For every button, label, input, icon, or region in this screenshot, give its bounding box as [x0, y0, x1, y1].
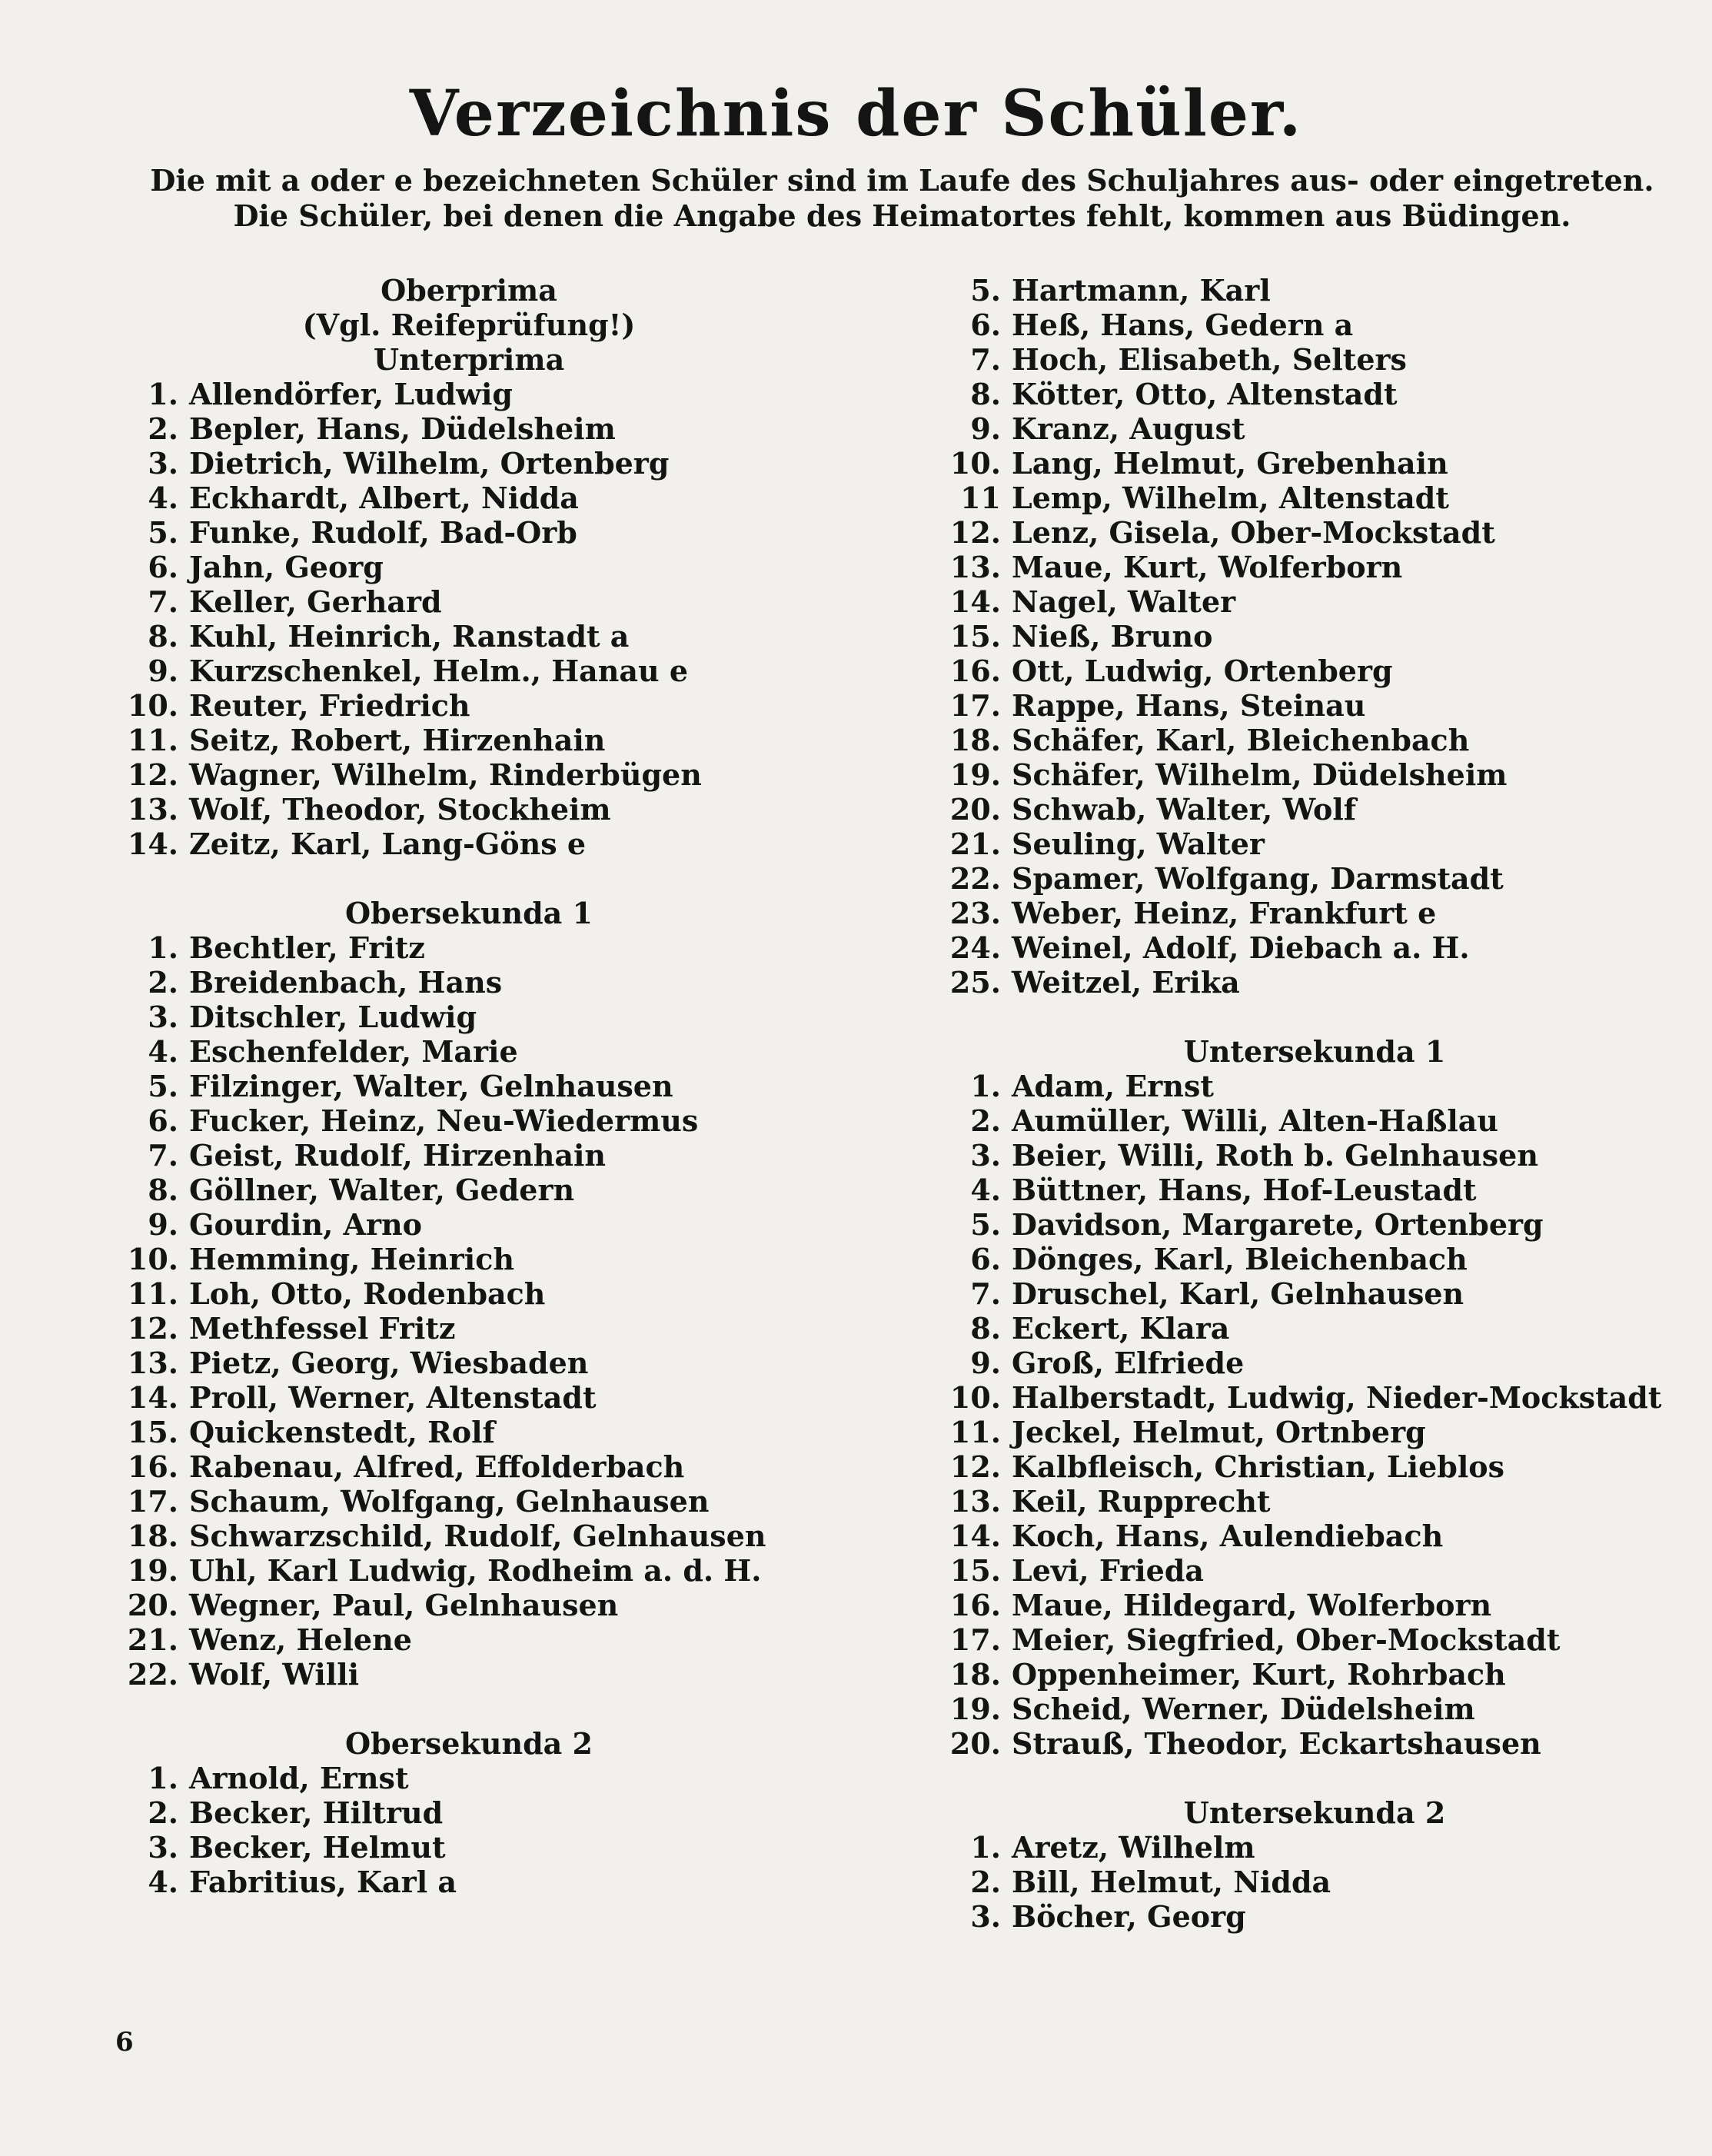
student-name: Aumüller, Willi, Alten-Haßlau [1012, 1103, 1499, 1138]
student-name: Dietrich, Wilhelm, Ortenberg [189, 446, 670, 481]
student-name: Seitz, Robert, Hirzenhain [189, 723, 606, 757]
student-entry [123, 1657, 815, 1692]
student-number: 8. [148, 1173, 178, 1207]
student-number: 2. [148, 1795, 178, 1830]
student-name: Weber, Heinz, Frankfurt e [1012, 896, 1437, 930]
student-name: Wegner, Paul, Gelnhausen [189, 1588, 619, 1622]
student-entry [946, 1380, 1684, 1415]
student-name: Jeckel, Helmut, Ortnberg [1012, 1415, 1426, 1449]
student-number: 9. [970, 411, 1001, 446]
section-heading-obersekunda-2: Obersekunda 2 [345, 1726, 593, 1761]
student-name: Eschenfelder, Marie [189, 1034, 518, 1069]
student-number: 10. [949, 446, 1001, 481]
student-entry [946, 1069, 1684, 1103]
student-number: 19. [127, 1553, 178, 1588]
student-name: Groß, Elfriede [1012, 1346, 1245, 1380]
student-entry [946, 377, 1684, 411]
oberprima-remark: (Vgl. Reifeprüfung!) [302, 308, 636, 342]
student-name: Fabritius, Karl a [189, 1865, 457, 1899]
student-name: Reuter, Friedrich [189, 688, 470, 723]
student-name: Weitzel, Erika [1012, 965, 1240, 1000]
student-number: 3. [148, 1000, 178, 1034]
student-name: Eckert, Klara [1012, 1311, 1230, 1346]
student-name: Druschel, Karl, Gelnhausen [1012, 1276, 1464, 1311]
student-entry [946, 446, 1684, 481]
student-name: Schäfer, Wilhelm, Düdelsheim [1012, 757, 1508, 792]
student-number: 5. [148, 1069, 178, 1103]
student-number: 1. [148, 377, 178, 411]
student-entry [946, 515, 1684, 550]
student-entry [123, 1138, 815, 1173]
student-entry [946, 896, 1684, 930]
student-number: 25. [949, 965, 1001, 1000]
student-number: 4. [148, 1865, 178, 1899]
student-entry [946, 930, 1684, 965]
student-name: Zeitz, Karl, Lang-Göns e [189, 827, 587, 861]
student-number: 20. [949, 792, 1001, 827]
student-entry [946, 1415, 1684, 1449]
student-entry [946, 1726, 1684, 1761]
student-name: Rabenau, Alfred, Effolderbach [189, 1449, 685, 1484]
student-name: Schäfer, Karl, Bleichenbach [1012, 723, 1470, 757]
student-entry [946, 308, 1684, 342]
student-number: 2. [970, 1103, 1001, 1138]
right-column [946, 273, 1684, 1934]
student-number: 13. [127, 1346, 178, 1380]
student-number: 2. [970, 1865, 1001, 1899]
student-entry [123, 1103, 815, 1138]
student-entry [946, 861, 1684, 896]
student-number: 5. [970, 273, 1001, 308]
student-entry [123, 1380, 815, 1415]
student-number: 6. [148, 550, 178, 584]
student-name: Scheid, Werner, Düdelsheim [1012, 1692, 1475, 1726]
student-number: 14. [949, 584, 1001, 619]
student-name: Breidenbach, Hans [189, 965, 503, 1000]
student-number: 3. [148, 446, 178, 481]
student-entry [946, 1519, 1684, 1553]
student-entry [946, 1103, 1684, 1138]
student-number: 7. [970, 342, 1001, 377]
student-list-untersekunda-2 [946, 1830, 1684, 1934]
student-name: Kötter, Otto, Altenstadt [1012, 377, 1398, 411]
student-name: Schaum, Wolfgang, Gelnhausen [189, 1484, 710, 1519]
student-name: Lenz, Gisela, Ober-Mockstadt [1012, 515, 1495, 550]
student-entry [123, 1242, 815, 1276]
section-heading-unterprima: Unterprima [373, 342, 565, 377]
student-entry [946, 1692, 1684, 1726]
student-entry [123, 723, 815, 757]
student-entry [123, 827, 815, 861]
student-entry [946, 1657, 1684, 1692]
student-entry [123, 446, 815, 481]
student-entry [123, 1865, 815, 1899]
student-entry [946, 688, 1684, 723]
student-number: 13. [127, 792, 178, 827]
student-number: 22. [949, 861, 1001, 896]
student-entry [946, 792, 1684, 827]
student-entry [946, 1207, 1684, 1242]
student-entry [123, 1000, 815, 1034]
student-name: Wenz, Helene [189, 1622, 412, 1657]
student-entry [946, 1588, 1684, 1622]
student-number: 1. [970, 1069, 1001, 1103]
student-number: 16. [949, 1588, 1001, 1622]
student-number: 12. [127, 757, 178, 792]
student-entry [946, 965, 1684, 1000]
student-list-obersekunda-1 [123, 930, 815, 1692]
student-number: 13. [949, 550, 1001, 584]
student-name: Becker, Helmut [189, 1830, 446, 1865]
student-number: 13. [949, 1484, 1001, 1519]
student-number: 16. [127, 1449, 178, 1484]
student-name: Heß, Hans, Gedern a [1012, 308, 1354, 342]
student-name: Spamer, Wolfgang, Darmstadt [1012, 861, 1504, 896]
student-entry [123, 550, 815, 584]
student-name: Beier, Willi, Roth b. Gelnhausen [1012, 1138, 1538, 1173]
student-entry [946, 342, 1684, 377]
student-number: 7. [148, 1138, 178, 1173]
student-number: 14. [127, 827, 178, 861]
student-number: 20. [949, 1726, 1001, 1761]
student-name: Pietz, Georg, Wiesbaden [189, 1346, 589, 1380]
student-entry [946, 1311, 1684, 1346]
student-name: Proll, Werner, Altenstadt [189, 1380, 597, 1415]
student-number: 15. [949, 619, 1001, 654]
student-entry [946, 411, 1684, 446]
student-entry [946, 1242, 1684, 1276]
student-name: Schwab, Walter, Wolf [1012, 792, 1357, 827]
student-number: 6. [148, 1103, 178, 1138]
student-number: 6. [970, 308, 1001, 342]
student-number: 21. [949, 827, 1001, 861]
section-heading-untersekunda-1: Untersekunda 1 [1183, 1034, 1446, 1069]
student-name: Rappe, Hans, Steinau [1012, 688, 1366, 723]
student-number: 19. [949, 757, 1001, 792]
student-name: Strauß, Theodor, Eckartshausen [1012, 1726, 1541, 1761]
student-name: Davidson, Margarete, Ortenberg [1012, 1207, 1544, 1242]
student-name: Adam, Ernst [1012, 1069, 1214, 1103]
student-name: Gourdin, Arno [189, 1207, 423, 1242]
student-name: Nagel, Walter [1012, 584, 1236, 619]
student-name: Quickenstedt, Rolf [189, 1415, 495, 1449]
student-name: Bechtler, Fritz [189, 930, 425, 965]
student-entry [123, 1519, 815, 1553]
student-number: 17. [949, 1622, 1001, 1657]
student-number: 18. [949, 723, 1001, 757]
student-name: Oppenheimer, Kurt, Rohrbach [1012, 1657, 1506, 1692]
student-entry [123, 1069, 815, 1103]
student-name: Lang, Helmut, Grebenhain [1012, 446, 1448, 481]
student-name: Funke, Rudolf, Bad-Orb [189, 515, 577, 550]
student-entry [123, 1449, 815, 1484]
student-name: Schwarzschild, Rudolf, Gelnhausen [189, 1519, 766, 1553]
student-list-unterprima [123, 377, 815, 861]
student-number: 9. [148, 654, 178, 688]
student-name: Methfessel Fritz [189, 1311, 456, 1346]
student-number: 20. [127, 1588, 178, 1622]
student-entry [946, 654, 1684, 688]
student-entry [946, 1622, 1684, 1657]
student-entry [123, 688, 815, 723]
student-name: Göllner, Walter, Gedern [189, 1173, 575, 1207]
student-name: Arnold, Ernst [189, 1761, 409, 1795]
student-number: 1. [148, 1761, 178, 1795]
student-number: 8. [970, 1311, 1001, 1346]
student-entry [123, 619, 815, 654]
student-entry [123, 965, 815, 1000]
student-number: 18. [127, 1519, 178, 1553]
student-number: 2. [148, 411, 178, 446]
student-entry [946, 723, 1684, 757]
intro-note-1: Die mit a oder e bezeichneten Schüler sind im Laufe des Schuljahres aus- oder eingetreten. [150, 163, 1654, 198]
student-name: Kuhl, Heinrich, Ranstadt a [189, 619, 630, 654]
student-entry [123, 1415, 815, 1449]
student-number: 10. [127, 1242, 178, 1276]
student-name: Böcher, Georg [1012, 1899, 1246, 1934]
student-number: 9. [148, 1207, 178, 1242]
student-entry [123, 930, 815, 965]
student-entry [946, 1484, 1684, 1519]
student-entry [946, 1138, 1684, 1173]
page-number: 6 [115, 2027, 134, 2058]
student-name: Ditschler, Ludwig [189, 1000, 477, 1034]
student-entry [123, 1761, 815, 1795]
student-number: 10. [127, 688, 178, 723]
section-heading-untersekunda-2: Untersekunda 2 [1183, 1795, 1446, 1830]
student-number: 5. [148, 515, 178, 550]
student-name: Bill, Helmut, Nidda [1012, 1865, 1331, 1899]
student-number: 7. [970, 1276, 1001, 1311]
student-name: Hoch, Elisabeth, Selters [1012, 342, 1407, 377]
student-number: 15. [949, 1553, 1001, 1588]
student-entry [123, 1588, 815, 1622]
student-number: 17. [949, 688, 1001, 723]
student-entry [946, 1830, 1684, 1865]
student-entry [946, 757, 1684, 792]
student-entry [123, 1553, 815, 1588]
student-number: 12. [127, 1311, 178, 1346]
student-entry [123, 1173, 815, 1207]
student-name: Kalbfleisch, Christian, Lieblos [1012, 1449, 1505, 1484]
student-number: 14. [949, 1519, 1001, 1553]
student-entry [946, 619, 1684, 654]
student-number: 21. [127, 1622, 178, 1657]
student-number: 8. [970, 377, 1001, 411]
student-name: Dönges, Karl, Bleichenbach [1012, 1242, 1468, 1276]
left-column [123, 273, 815, 1899]
student-list-obersekunda-2-continued [946, 273, 1684, 1000]
student-number: 9. [970, 1346, 1001, 1380]
student-entry [123, 654, 815, 688]
student-entry [946, 1865, 1684, 1899]
student-number: 17. [127, 1484, 178, 1519]
student-name: Koch, Hans, Aulendiebach [1012, 1519, 1444, 1553]
student-entry [123, 1830, 815, 1865]
student-name: Maue, Hildegard, Wolferborn [1012, 1588, 1492, 1622]
student-name: Wolf, Willi [189, 1657, 360, 1692]
student-number: 16. [949, 654, 1001, 688]
student-number: 1. [148, 930, 178, 965]
student-number: 2. [148, 965, 178, 1000]
student-number: 3. [970, 1899, 1001, 1934]
student-entry [123, 1311, 815, 1346]
student-name: Hartmann, Karl [1012, 273, 1271, 308]
student-entry [123, 584, 815, 619]
student-name: Fucker, Heinz, Neu-Wiedermus [189, 1103, 699, 1138]
student-entry [946, 1276, 1684, 1311]
student-number: 14. [127, 1380, 178, 1415]
student-entry [946, 1449, 1684, 1484]
student-entry [123, 1484, 815, 1519]
student-entry [123, 411, 815, 446]
student-number: 7. [148, 584, 178, 619]
student-name: Eckhardt, Albert, Nidda [189, 481, 579, 515]
student-name: Levi, Frieda [1012, 1553, 1205, 1588]
student-number: 3. [970, 1138, 1001, 1173]
student-name: Lemp, Wilhelm, Altenstadt [1012, 481, 1449, 515]
student-entry [123, 1034, 815, 1069]
student-entry [946, 1346, 1684, 1380]
student-entry [123, 1207, 815, 1242]
student-number: 12. [949, 515, 1001, 550]
student-name: Filzinger, Walter, Gelnhausen [189, 1069, 673, 1103]
intro-note-2: Die Schüler, bei denen die Angabe des Heimatortes fehlt, kommen aus Büdingen. [233, 198, 1571, 233]
student-number: 11. [127, 723, 178, 757]
student-name: Wagner, Wilhelm, Rinderbügen [189, 757, 702, 792]
student-name: Seuling, Walter [1012, 827, 1265, 861]
student-entry [123, 377, 815, 411]
student-number: 19. [949, 1692, 1001, 1726]
student-number: 1. [970, 1830, 1001, 1865]
student-entry [123, 515, 815, 550]
student-number: 4. [148, 481, 178, 515]
student-number: 15. [127, 1415, 178, 1449]
student-name: Aretz, Wilhelm [1012, 1830, 1255, 1865]
student-number: 18. [949, 1657, 1001, 1692]
student-name: Geist, Rudolf, Hirzenhain [189, 1138, 607, 1173]
student-list-untersekunda-1 [946, 1069, 1684, 1761]
student-number: 3. [148, 1830, 178, 1865]
page-title: Verzeichnis der Schüler. [409, 77, 1303, 151]
student-number: 22. [127, 1657, 178, 1692]
student-entry [946, 1553, 1684, 1588]
student-name: Allendörfer, Ludwig [189, 377, 513, 411]
student-entry [946, 1899, 1684, 1934]
student-list-obersekunda-2 [123, 1761, 815, 1899]
student-entry [123, 1795, 815, 1830]
student-entry [946, 550, 1684, 584]
student-entry [123, 481, 815, 515]
student-number: 8. [148, 619, 178, 654]
student-name: Uhl, Karl Ludwig, Rodheim a. d. H. [189, 1553, 762, 1588]
student-entry [946, 827, 1684, 861]
student-name: Keil, Rupprecht [1012, 1484, 1271, 1519]
student-entry [123, 1622, 815, 1657]
student-number: 23. [949, 896, 1001, 930]
student-name: Ott, Ludwig, Ortenberg [1012, 654, 1393, 688]
section-heading-oberprima: Oberprima [381, 273, 557, 308]
student-number: 11. [949, 1415, 1001, 1449]
student-name: Nieß, Bruno [1012, 619, 1213, 654]
student-name: Keller, Gerhard [189, 584, 442, 619]
student-name: Halberstadt, Ludwig, Nieder-Mockstadt [1012, 1380, 1662, 1415]
student-number: 5. [970, 1207, 1001, 1242]
student-name: Bepler, Hans, Düdelsheim [189, 411, 616, 446]
student-number: 11. [127, 1276, 178, 1311]
student-name: Weinel, Adolf, Diebach a. H. [1012, 930, 1470, 965]
student-entry [946, 1173, 1684, 1207]
student-number: 12. [949, 1449, 1001, 1484]
student-name: Hemming, Heinrich [189, 1242, 514, 1276]
student-name: Becker, Hiltrud [189, 1795, 444, 1830]
student-name: Jahn, Georg [189, 550, 384, 584]
student-entry [123, 1346, 815, 1380]
student-entry [946, 273, 1684, 308]
student-entry [123, 757, 815, 792]
student-number: 11 [960, 481, 1001, 515]
student-name: Kranz, August [1012, 411, 1245, 446]
student-name: Wolf, Theodor, Stockheim [189, 792, 611, 827]
student-name: Meier, Siegfried, Ober-Mockstadt [1012, 1622, 1561, 1657]
student-entry [946, 481, 1684, 515]
student-entry [123, 792, 815, 827]
student-name: Büttner, Hans, Hof-Leustadt [1012, 1173, 1477, 1207]
student-number: 4. [148, 1034, 178, 1069]
section-heading-obersekunda-1: Obersekunda 1 [345, 896, 593, 930]
student-number: 24. [949, 930, 1001, 965]
student-number: 10. [949, 1380, 1001, 1415]
student-name: Loh, Otto, Rodenbach [189, 1276, 546, 1311]
student-entry [123, 1276, 815, 1311]
student-number: 4. [970, 1173, 1001, 1207]
student-number: 6. [970, 1242, 1001, 1276]
student-name: Maue, Kurt, Wolferborn [1012, 550, 1403, 584]
student-entry [946, 584, 1684, 619]
student-name: Kurzschenkel, Helm., Hanau e [189, 654, 689, 688]
